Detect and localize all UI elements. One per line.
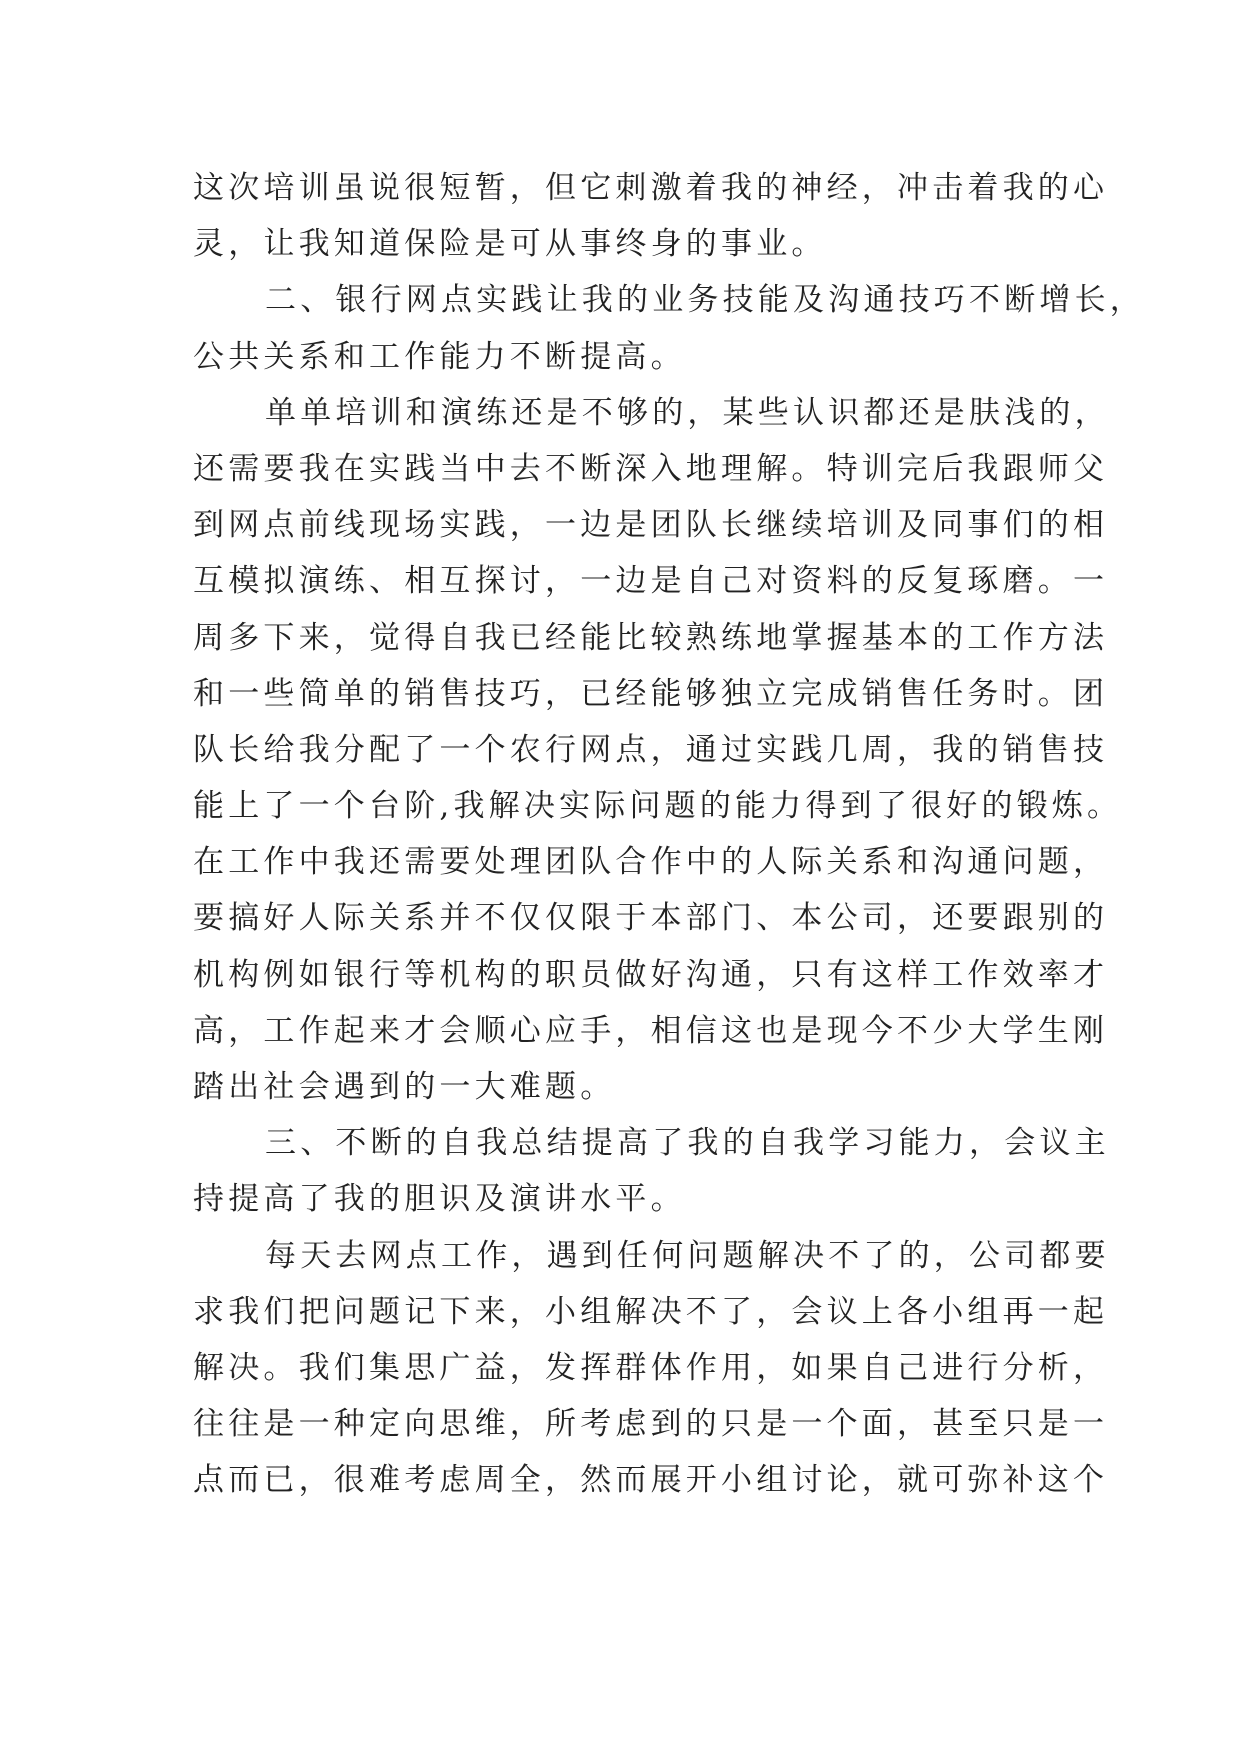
text-line: 高，工作起来才会顺心应手，相信这也是现今不少大学生刚 bbox=[193, 1012, 1109, 1049]
text-line: 在工作中我还需要处理团队合作中的人际关系和沟通问题， bbox=[193, 844, 1109, 881]
text-line: 点而已，很难考虑周全，然而展开小组讨论，就可弥补这个 bbox=[193, 1462, 1109, 1499]
text-line: 周多下来，觉得自我已经能比较熟练地掌握基本的工作方法 bbox=[193, 619, 1109, 656]
text-line: 队长给我分配了一个农行网点，通过实践几周，我的销售技 bbox=[193, 731, 1109, 768]
paragraph-first-line: 每天去网点工作，遇到任何问题解决不了的，公司都要 bbox=[265, 1237, 1110, 1274]
text-line: 灵，让我知道保险是可从事终身的事业。 bbox=[193, 226, 827, 263]
text-line: 持提高了我的胆识及演讲水平。 bbox=[193, 1181, 686, 1218]
text-line: 公共关系和工作能力不断提高。 bbox=[193, 338, 686, 375]
text-line: 互模拟演练、相互探讨，一边是自己对资料的反复琢磨。一 bbox=[193, 563, 1109, 600]
section-heading-line: 二、银行网点实践让我的业务技能及沟通技巧不断增长， bbox=[265, 282, 1145, 319]
text-line: 还需要我在实践当中去不断深入地理解。特训完后我跟师父 bbox=[193, 450, 1109, 487]
paragraph-first-line: 单单培训和演练还是不够的，某些认识都还是肤浅的， bbox=[265, 394, 1110, 431]
text-line: 要搞好人际关系并不仅仅限于本部门、本公司，还要跟别的 bbox=[193, 900, 1109, 937]
text-line: 往往是一种定向思维，所考虑到的只是一个面，甚至只是一 bbox=[193, 1406, 1109, 1443]
text-line: 能上了一个台阶,我解决实际问题的能力得到了很好的锻炼。 bbox=[193, 788, 1123, 825]
text-line: 到网点前线现场实践，一边是团队长继续培训及同事们的相 bbox=[193, 507, 1109, 544]
text-line: 踏出社会遇到的一大难题。 bbox=[193, 1069, 616, 1105]
text-line: 和一些简单的销售技巧，已经能够独立完成销售任务时。团 bbox=[193, 675, 1109, 712]
section-heading-line: 三、不断的自我总结提高了我的自我学习能力，会议主 bbox=[265, 1125, 1110, 1162]
text-line: 解决。我们集思广益，发挥群体作用，如果自己进行分析， bbox=[193, 1349, 1109, 1386]
document-body bbox=[193, 160, 1145, 1509]
text-line: 求我们把问题记下来，小组解决不了，会议上各小组再一起 bbox=[193, 1293, 1109, 1330]
text-line: 这次培训虽说很短暂，但它刺激着我的神经，冲击着我的心 bbox=[193, 170, 1109, 206]
text-line: 机构例如银行等机构的职员做好沟通，只有这样工作效率才 bbox=[193, 956, 1109, 993]
